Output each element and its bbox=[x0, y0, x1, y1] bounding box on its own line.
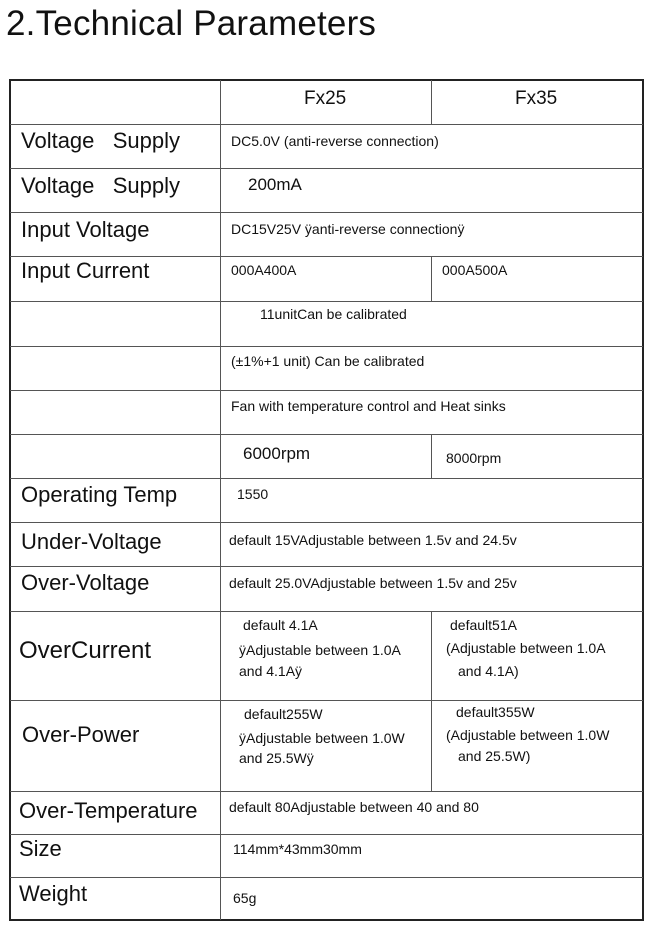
row-label: Operating Temp bbox=[21, 482, 178, 507]
row-label: Over-Temperature bbox=[19, 798, 198, 823]
overpower-fx35-line: (Adjustable between 1.0W bbox=[446, 727, 610, 743]
row-label: Over-Voltage bbox=[21, 570, 150, 595]
overcurrent-fx25-line: ÿAdjustable between 1.0A bbox=[239, 642, 401, 658]
row-value: default 15VAdjustable between 1.5v and 24.5v bbox=[229, 532, 517, 548]
row-value: 114mm*43mm30mm bbox=[233, 841, 362, 857]
row-label: Input Current bbox=[21, 258, 150, 283]
grid-line bbox=[431, 611, 432, 791]
row-label: Input Voltage bbox=[21, 217, 150, 242]
grid-line bbox=[220, 80, 221, 920]
grid-line bbox=[10, 256, 643, 257]
row-value: default 25.0VAdjustable between 1.5v and 25v bbox=[229, 575, 517, 591]
grid-line bbox=[10, 834, 643, 835]
row-label: Voltage Supply bbox=[21, 128, 181, 153]
row-value: Fan with temperature control and Heat sinks bbox=[231, 398, 506, 414]
overcurrent-fx25-line: default 4.1A bbox=[243, 617, 318, 633]
row-value: 65g bbox=[233, 890, 257, 906]
grid-line bbox=[10, 390, 643, 391]
grid-line bbox=[431, 257, 432, 301]
grid-line bbox=[10, 611, 643, 612]
row-label: Size bbox=[19, 836, 62, 861]
grid-line bbox=[10, 168, 643, 169]
overcurrent-fx25-line: and 4.1Aÿ bbox=[239, 663, 303, 679]
overcurrent-fx35-line: and 4.1A) bbox=[458, 663, 519, 679]
grid-line bbox=[10, 301, 643, 302]
row-value-fx35: 000A500A bbox=[442, 262, 508, 278]
grid-line bbox=[431, 434, 432, 478]
grid-line bbox=[10, 124, 643, 125]
grid-line bbox=[10, 434, 643, 435]
row-label: Over-Power bbox=[22, 722, 140, 747]
row-value: default 80Adjustable between 40 and 80 bbox=[229, 799, 479, 815]
grid-line bbox=[431, 80, 432, 125]
row-label: Voltage Supply bbox=[21, 173, 181, 198]
row-value: (±1%+1 unit) Can be calibrated bbox=[231, 353, 425, 369]
grid-line bbox=[10, 346, 643, 347]
grid-line bbox=[10, 478, 643, 479]
page-title: 2.Technical Parameters bbox=[6, 4, 377, 43]
row-value: 11unitCan be calibrated bbox=[260, 306, 407, 322]
row-value-fx35: 8000rpm bbox=[446, 450, 502, 466]
row-value: DC5.0V (anti-reverse connection) bbox=[231, 133, 439, 149]
grid-line bbox=[10, 566, 643, 567]
header-fx25: Fx25 bbox=[304, 88, 347, 109]
overpower-fx25-line: ÿAdjustable between 1.0W bbox=[239, 730, 405, 746]
overpower-fx35-line: default355W bbox=[456, 704, 535, 720]
row-value: DC15V25V ÿanti-reverse connectionÿ bbox=[231, 221, 465, 237]
row-value-fx25: 6000rpm bbox=[243, 444, 311, 463]
grid-line bbox=[10, 877, 643, 878]
overpower-fx35-line: and 25.5W) bbox=[458, 748, 531, 764]
grid-line bbox=[10, 700, 643, 701]
row-label: Under-Voltage bbox=[21, 529, 162, 554]
row-label: OverCurrent bbox=[19, 637, 152, 664]
row-value: 200mA bbox=[248, 175, 302, 194]
grid-line bbox=[10, 522, 643, 523]
overcurrent-fx35-line: (Adjustable between 1.0A bbox=[446, 640, 606, 656]
header-fx35: Fx35 bbox=[515, 88, 558, 109]
row-value: 1550 bbox=[237, 486, 269, 502]
row-value-fx25: 000A400A bbox=[231, 262, 297, 278]
grid-line bbox=[10, 791, 643, 792]
overpower-fx25-line: default255W bbox=[244, 706, 323, 722]
row-label: Weight bbox=[19, 881, 88, 906]
overpower-fx25-line: and 25.5Wÿ bbox=[239, 750, 314, 766]
grid-line bbox=[10, 212, 643, 213]
overcurrent-fx35-line: default51A bbox=[450, 617, 517, 633]
